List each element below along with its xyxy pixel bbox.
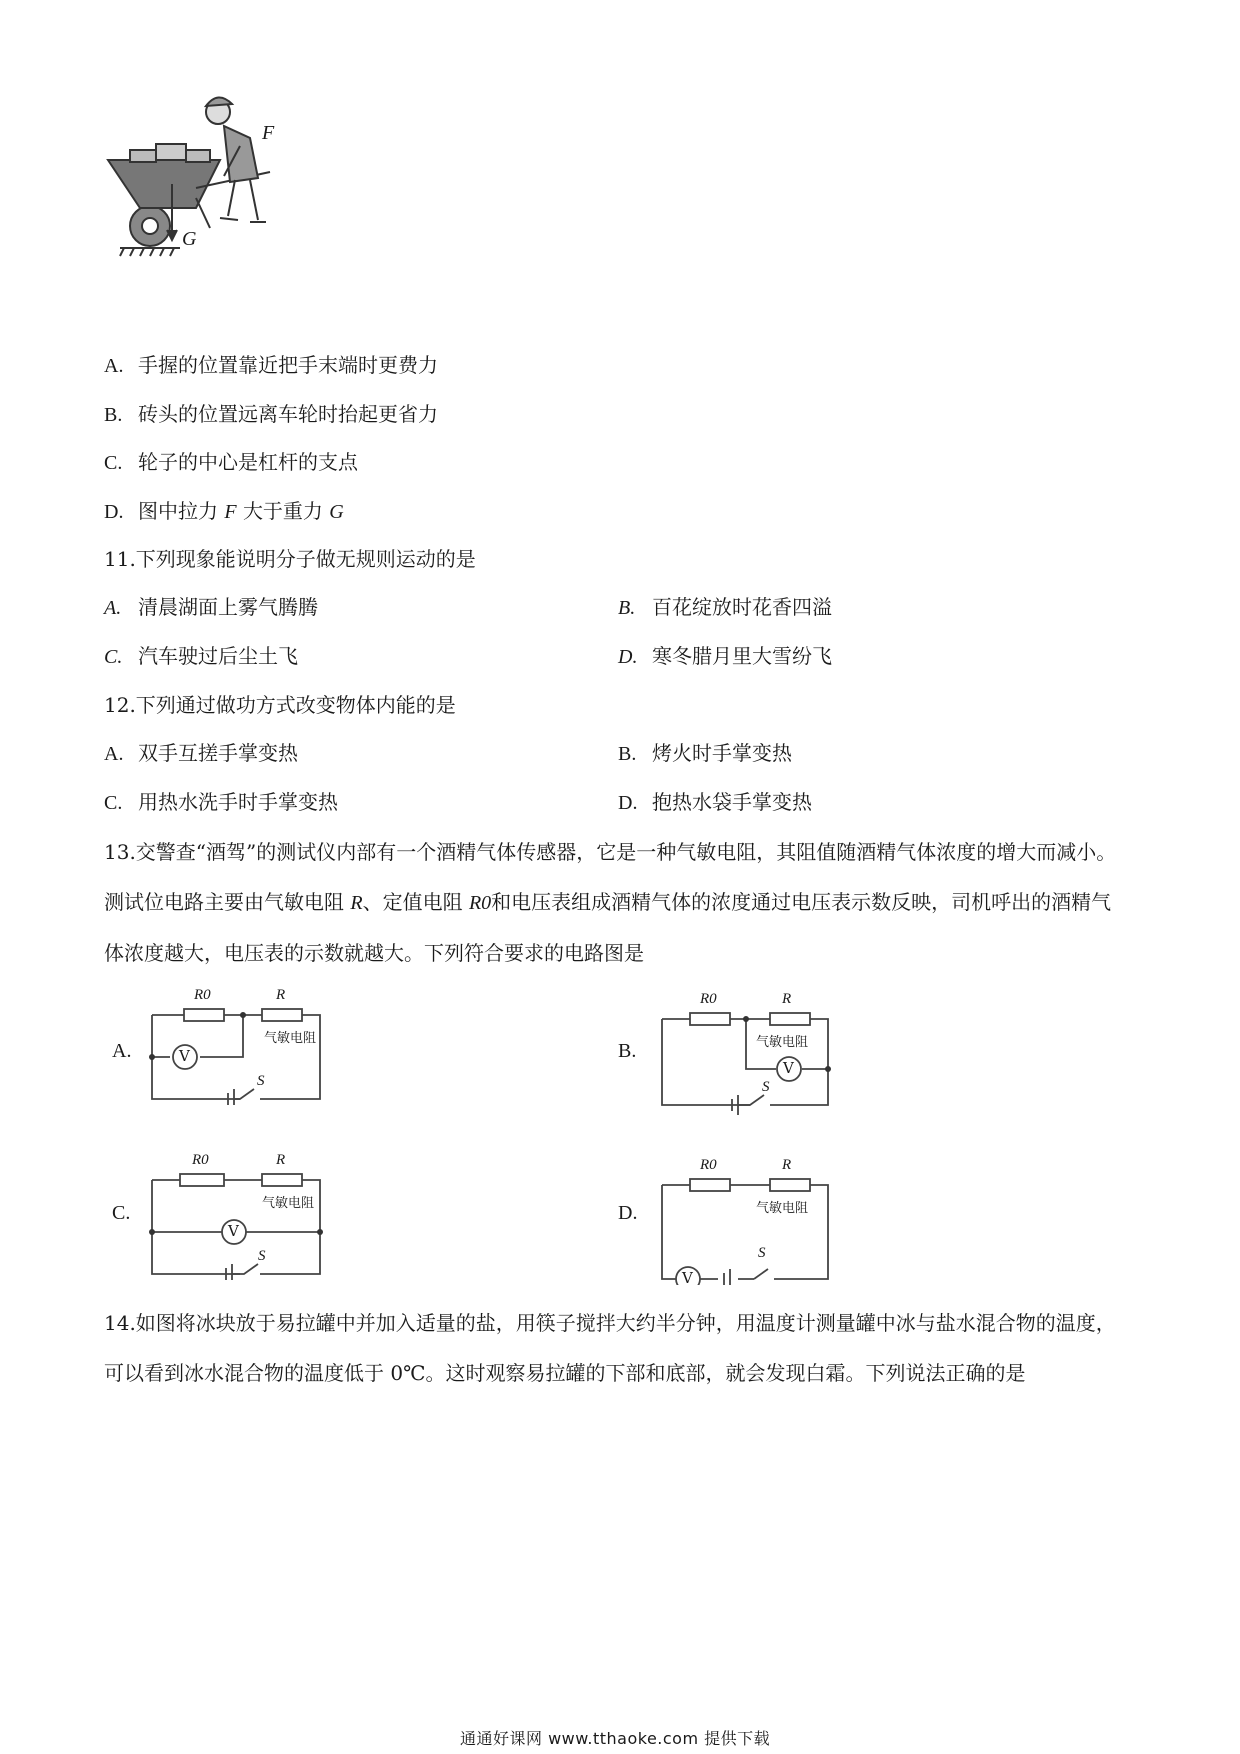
q11-option-d [618,643,832,670]
gravity-label: G [182,228,197,250]
q13-option-b-label: B. [618,1040,637,1062]
voltmeter-symbol: V [783,1059,794,1077]
stem-text: 、定值电阻 [362,890,463,914]
switch-label: S [758,1245,766,1261]
option-label: B. [618,597,636,619]
r0-label: R0 [700,1157,717,1173]
option-label: D. [618,792,638,814]
q12-stem: 12.下列通过做功方式改变物体内能的是 [104,693,456,717]
force-label: F [262,122,275,144]
switch-label: S [258,1248,266,1264]
q12-option-b [618,740,792,767]
option-label: C. [104,646,123,668]
r0-label: R0 [194,987,211,1003]
q13-option-a-label: A. [112,1040,132,1062]
q10-option-d [104,498,344,525]
sensor-label: 气敏电阻 [262,1196,315,1211]
option-text: 手握的位置靠近把手末端时更费力 [138,353,438,377]
option-text: 烤火时手掌变热 [652,741,792,765]
option-label: B. [104,404,123,426]
var-r0: R0 [468,892,492,914]
option-label: B. [618,743,637,765]
r-label: R [276,987,286,1003]
stem-text: 13.交警查“酒驾”的测试仪内部有一个酒精气体传感器，它是一种气敏电阻，其阻值随酒精气体浓度的增大而减小。测试位电路主要由气敏电阻 [104,840,1117,914]
q11-stem: 11.下列现象能说明分子做无规则运动的是 [104,547,476,571]
circuit-diagram-c [140,1150,330,1280]
stem-text: 和电压表组成酒精气体的浓度通过电压表示数反映，司机呼出的酒精气体浓度越大，电压表的示数就越大。下列符合要求的电路图是 [104,890,1112,965]
option-text: 大于重力 [242,499,323,523]
option-label: C. [104,792,123,814]
switch-label: S [762,1079,770,1095]
q10-option-c [104,449,358,476]
option-text: 图中拉力 [138,499,218,523]
option-label: D. [104,501,124,523]
q11-option-c [104,643,298,670]
r0-label: R0 [700,991,717,1007]
q11-option-b [618,594,832,621]
option-text: 寒冬腊月里大雪纷飞 [652,644,832,668]
q10-option-b [104,401,438,428]
option-text: 清晨湖面上雾气腾腾 [138,595,318,619]
option-label: C. [104,452,123,474]
option-text: 汽车驶过后尘土飞 [138,644,298,668]
option-text: 砖头的位置远离车轮时抬起更省力 [138,402,438,426]
option-label: A. [104,597,122,619]
q13-option-d-label: D. [618,1202,638,1224]
option-text: 百花绽放时花香四溢 [652,595,832,619]
sensor-label: 气敏电阻 [756,1035,809,1050]
page-footer: 通通好课网 www.tthaoke.com 提供下载 [460,1729,771,1748]
switch-label: S [257,1073,265,1089]
option-label: D. [618,646,638,668]
option-text: 双手互搓手掌变热 [138,741,298,765]
option-label: A. [104,355,124,377]
q10-option-a [104,352,438,379]
q13-option-c-label: C. [112,1202,131,1224]
r-label: R [782,1157,792,1173]
r0-label: R0 [192,1152,209,1168]
sensor-label: 气敏电阻 [756,1201,809,1216]
q11-option-a [104,594,318,621]
var-f: F [224,501,237,523]
option-text: 用热水洗手时手掌变热 [138,790,338,814]
q12-option-a [104,740,298,767]
circuit-diagram-b [650,991,840,1115]
q12-option-d [618,789,812,816]
voltmeter-symbol: V [228,1222,239,1240]
r-label: R [276,1152,286,1168]
q12-option-c [104,789,338,816]
q14-stem: 14.如图将冰块放于易拉罐中并加入适量的盐，用筷子搅拌大约半分钟，用温度计测量罐中冰与盐水混合物的温度，可以看到冰水混合物的温度低于 0℃。这时观察易拉罐的下部和底部，就会发现白霜。下列说法正确的是 [104,1311,1116,1385]
var-g: G [329,501,344,523]
wheelbarrow-figure [100,88,320,278]
circuit-diagram-d [650,1155,840,1285]
sensor-label: 气敏电阻 [264,1031,317,1046]
r-label: R [782,991,792,1007]
var-r: R [350,892,363,914]
voltmeter-symbol: V [179,1047,190,1065]
circuit-diagram-a [140,985,330,1105]
q13-stem [104,827,1124,978]
option-text: 抱热水袋手掌变热 [652,790,812,814]
option-label: A. [104,743,124,765]
option-text: 轮子的中心是杠杆的支点 [138,450,358,474]
voltmeter-symbol: V [682,1269,693,1287]
